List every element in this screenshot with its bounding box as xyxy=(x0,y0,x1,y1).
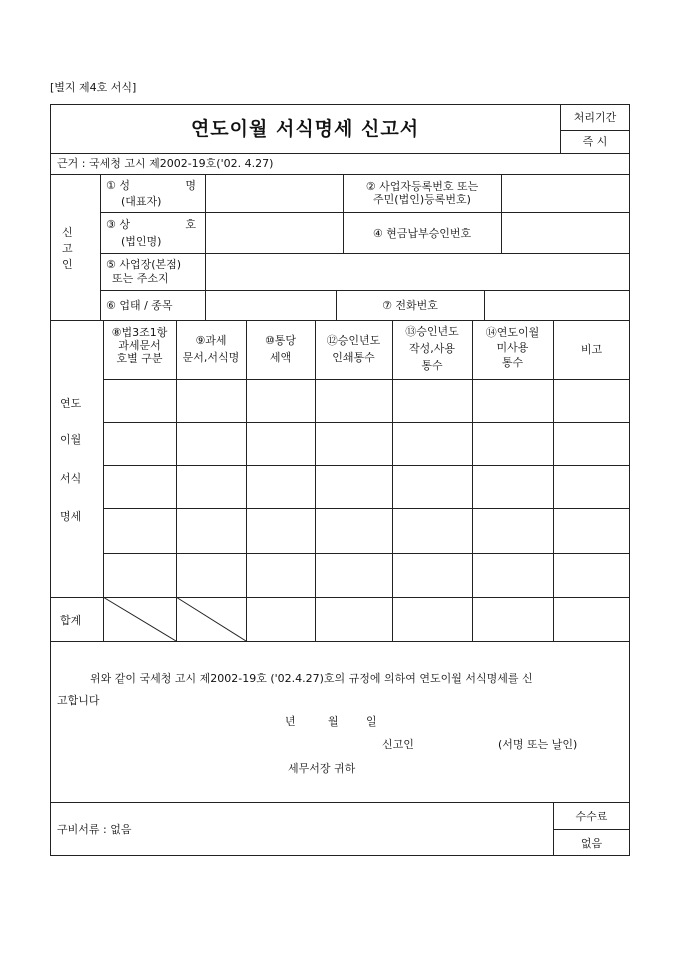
side-char: 신 xyxy=(62,226,73,239)
addressee: 세무서장 귀하 xyxy=(288,762,356,775)
header-line: ⑬승인년도 xyxy=(405,325,459,338)
field-cash-approval: ④ 현금납부승인번호 xyxy=(372,227,472,240)
field-word: 상 xyxy=(119,218,131,231)
date-day-label: 일 xyxy=(366,715,377,728)
field-number: ③ xyxy=(106,218,116,231)
field-address-line2: 또는 주소지 xyxy=(112,272,169,285)
processing-value: 즉 시 xyxy=(582,135,608,148)
header-line: 인쇄통수 xyxy=(332,351,375,364)
header-remarks: 비고 xyxy=(580,343,603,356)
date-year-label: 년 xyxy=(285,715,296,728)
processing-label: 처리기간 xyxy=(573,111,617,124)
table-side-label: 연도 xyxy=(60,397,82,410)
reporter-label: 신고인 xyxy=(382,738,414,751)
total-label: 합계 xyxy=(60,614,82,627)
header-line: ⑧법3조1항 xyxy=(111,326,168,339)
field-name-sub: (대표자) xyxy=(121,195,162,208)
field-bizno-line2: 주민(법인)등록번호) xyxy=(373,193,471,206)
statement-line1: 위와 같이 국세청 고시 제2002-19호 ('02.4.27)호의 규정에 의하여 연도이월 서식명세를 신 xyxy=(90,672,533,685)
field-name-label xyxy=(106,179,196,192)
header-line: 세액 xyxy=(269,351,292,364)
field-phone: ⑦ 전화번호 xyxy=(382,299,438,312)
field-business-type: ⑥ 업태 / 종목 xyxy=(106,299,173,312)
header-line: ⑩통당 xyxy=(264,334,297,347)
slash-mark xyxy=(103,597,176,641)
header-unused-count xyxy=(472,326,553,369)
basis-text: 근거 : 국세청 고시 제2002-19호('02. 4.27) xyxy=(57,157,274,170)
header-line: 호별 구분 xyxy=(116,352,163,365)
header-line: 과세문서 xyxy=(118,339,161,352)
field-word: 호 xyxy=(185,218,196,231)
required-documents: 구비서류 : 없음 xyxy=(57,823,132,836)
header-document-name xyxy=(176,334,246,364)
header-line: 통수 xyxy=(421,359,443,372)
header-line: 통수 xyxy=(501,356,524,369)
table-side-label: 서식 xyxy=(60,472,82,485)
field-company-sub: (법인명) xyxy=(121,235,162,248)
fee-value: 없음 xyxy=(580,837,603,850)
slash-mark xyxy=(176,597,246,641)
header-line: 문서,서식명 xyxy=(182,351,240,364)
date-month-label: 월 xyxy=(328,715,339,728)
header-category xyxy=(103,326,176,365)
field-word: 성 xyxy=(119,179,131,192)
side-char: 인 xyxy=(62,258,73,271)
form-caption: [별지 제4호 서식] xyxy=(50,81,137,94)
sign-label: (서명 또는 날인) xyxy=(498,738,578,751)
field-word: 명 xyxy=(185,179,196,192)
table-side-label: 이월 xyxy=(60,433,82,446)
header-line: ⑭연도이월 xyxy=(485,326,540,339)
header-line: ⑨과세 xyxy=(195,334,227,347)
reporter-side-label xyxy=(62,226,78,271)
header-printed-count xyxy=(315,334,392,364)
side-char: 고 xyxy=(62,242,73,255)
header-line: 작성,사용 xyxy=(408,342,455,355)
field-address-line1: ⑤ 사업장(본점) xyxy=(106,258,182,271)
field-company-label xyxy=(106,218,196,231)
header-used-count xyxy=(392,325,472,372)
header-tax-per-copy xyxy=(246,334,315,364)
statement-line2: 고합니다 xyxy=(57,694,100,707)
table-side-label: 명세 xyxy=(60,510,82,523)
header-line: 미사용 xyxy=(496,341,529,354)
field-bizno-line1: ② 사업자등록번호 또는 xyxy=(365,180,479,193)
fee-label: 수수료 xyxy=(575,810,608,823)
form-title: 연도이월 서식명세 신고서 xyxy=(190,118,420,140)
field-number: ① xyxy=(106,179,116,192)
header-line: ⑫승인년도 xyxy=(326,334,381,347)
